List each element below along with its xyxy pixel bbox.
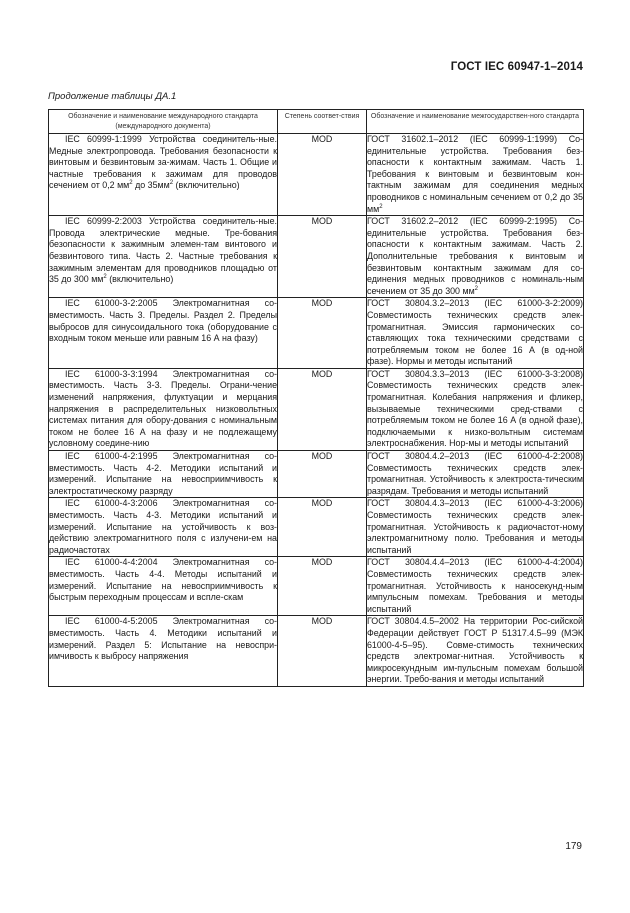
column-header-international: Обозначение и наименование международного стандарта (международного документа) — [49, 110, 278, 134]
degree-cell: MOD — [278, 298, 367, 369]
intl-standard-cell: IEC 61000-4-3:2006 Электромагнитная со-вместимость. Часть 4-3. Методики испытаний и измерений. Испытание на устойчивость к воз-действию электромагнитного поля с излучени-ем на радиочастотах — [49, 498, 278, 557]
intl-standard-cell: IEC 61000-3-3:1994 Электромагнитная со-вместимость. Часть 3-3. Пределы. Ограни-чение изменений напряжения, флуктуации и мерцания напряжения в распределительных низковольтных системах питания для обору-дования с номинальным током не более 16 А на фазу и не подлежащему условному соедине-нию — [49, 368, 278, 450]
correspondence-table — [48, 109, 584, 687]
intl-standard-cell: IEC 60999-1:1999 Устройства соединитель-ные. Медные электропровода. Требования безопасности к винтовым и безвинтовым за-жимам. Часть 1. Общие и частные требования к зажимам для проводов сечением от 0,2 $мм^2$ до $35мм^2$ (включительно) — [49, 134, 278, 216]
table-row — [49, 498, 584, 557]
gost-standard-cell: ГОСТ 30804.4.2–2013 (IEC 61000-4-2:2008) Совместимость технических средств элек-тромагнитная. Устойчивость к электроста-тическим разрядам. Требования и методы испытаний — [367, 451, 584, 498]
table-header-row — [49, 110, 584, 134]
degree-cell: MOD — [278, 134, 367, 216]
column-header-interstate: Обозначение и наименование межгосударствен-ного стандарта — [367, 110, 584, 134]
table-caption: Продолжение таблицы ДА.1 — [48, 91, 177, 102]
table-row — [49, 216, 584, 298]
degree-cell: MOD — [278, 216, 367, 298]
intl-standard-cell: IEC 61000-4-5:2005 Электромагнитная со-вместимость. Часть 4. Методики испытаний и измерений. Раздел 5: Испытание на невоспри-имчивость к выбросу напряжения — [49, 616, 278, 687]
degree-cell: MOD — [278, 616, 367, 687]
table-row — [49, 134, 584, 216]
table-row — [49, 557, 584, 616]
gost-standard-cell: ГОСТ 30804.3.3–2013 (IEC 61000-3-3:2008) Совместимость технических средств элек-тромагнитная. Колебания напряжения и фликер, вызываемые техническими сред-ствами с потребляемым током не более 16 А (в одной фазе), подключаемыми к низко-вольтным системам электроснабжения. Нор-мы и методы испытаний — [367, 368, 584, 450]
gost-standard-cell: ГОСТ 30804.3.2–2013 (IEC 61000-3-2:2009) Совместимость технических средств элек-тромагнитная. Эмиссия гармонических со-ставляющих тока техническими средствами с потребляемым током не более 16 А (в од-ной фазе). Нормы и методы испытаний — [367, 298, 584, 369]
gost-standard-cell: ГОСТ 31602.1–2012 (IEC 60999-1:1999) Со-единительные устройства. Требования без-опасности к контактным зажимам. Часть 1. Требования к винтовым и безвинтовым кон-тактным зажимам для соединения медных проводников с номинальным сечением от 0,2 до 35 $мм^2$ — [367, 134, 584, 216]
degree-cell: MOD — [278, 368, 367, 450]
degree-cell: MOD — [278, 557, 367, 616]
intl-standard-cell: IEC 60999-2:2003 Устройства соединитель-ные. Провода электрические медные. Тре-бования безопасности к зажимным элемен-там винтового и безвинтового типа. Часть 2. Частные требования к зажимным элементам для проводников площадью от 35 до 300 $мм^2$ (включительно) — [49, 216, 278, 298]
intl-standard-cell: IEC 61000-4-2:1995 Электромагнитная со-вместимость. Часть 4-2. Методики испытаний и измерений. Испытание на невосприимчивость к электростатическому разряду — [49, 451, 278, 498]
intl-standard-cell: IEC 61000-4-4:2004 Электромагнитная со-вместимость. Часть 4-4. Методы испытаний и измерений. Испытание на невосприимчивость к быстрым переходным процессам и вспле-скам — [49, 557, 278, 616]
table-row — [49, 451, 584, 498]
column-header-degree: Степень соответ-ствия — [278, 110, 367, 134]
degree-cell: MOD — [278, 451, 367, 498]
gost-standard-cell: ГОСТ 30804.4.3–2013 (IEC 61000-4-3:2006) Совместимость технических средств элек-тромагнитная. Устойчивость к радиочастот-ному электромагнитному полю. Требования и методы испытаний — [367, 498, 584, 557]
table-row — [49, 616, 584, 687]
intl-standard-cell: IEC 61000-3-2:2005 Электромагнитная со-вместимость. Часть 3. Пределы. Раздел 2. Пределы выбросов для синусоидального тока (оборудование с входным током меньше или равным 16 А на фазу) — [49, 298, 278, 369]
table-row — [49, 298, 584, 369]
gost-standard-cell: ГОСТ 31602.2–2012 (IEC 60999-2:1995) Со-единительные устройства. Требования без-опасности к контактным зажимам. Часть 2. Дополнительные требования к винтовым и безвинтовым контактным зажимам для со-единения медных проводников с номиналь-ным сечением от 35 до 300 $мм^2$ — [367, 216, 584, 298]
page-number: 179 — [565, 841, 582, 852]
gost-standard-cell: ГОСТ 30804.4.4–2013 (IEC 61000-4-4:2004) Совместимость технических средств элек-тромагнитная. Устойчивость к наносекунд-ным импульсным помехам. Требования и методы испытаний — [367, 557, 584, 616]
document-code: ГОСТ IEC 60947-1–2014 — [450, 61, 583, 73]
table-row — [49, 368, 584, 450]
gost-standard-cell: ГОСТ 30804.4.5–2002 На территории Рос-сийской Федерации действует ГОСТ Р 51317.4.5–99 (МЭК 61000-4-5–95). Совме-стимость технических средств электромаг-нитная. Устойчивость к микросекундным им-пульсным помехам большой энергии. Требо-вания и методы испытаний — [367, 616, 584, 687]
degree-cell: MOD — [278, 498, 367, 557]
